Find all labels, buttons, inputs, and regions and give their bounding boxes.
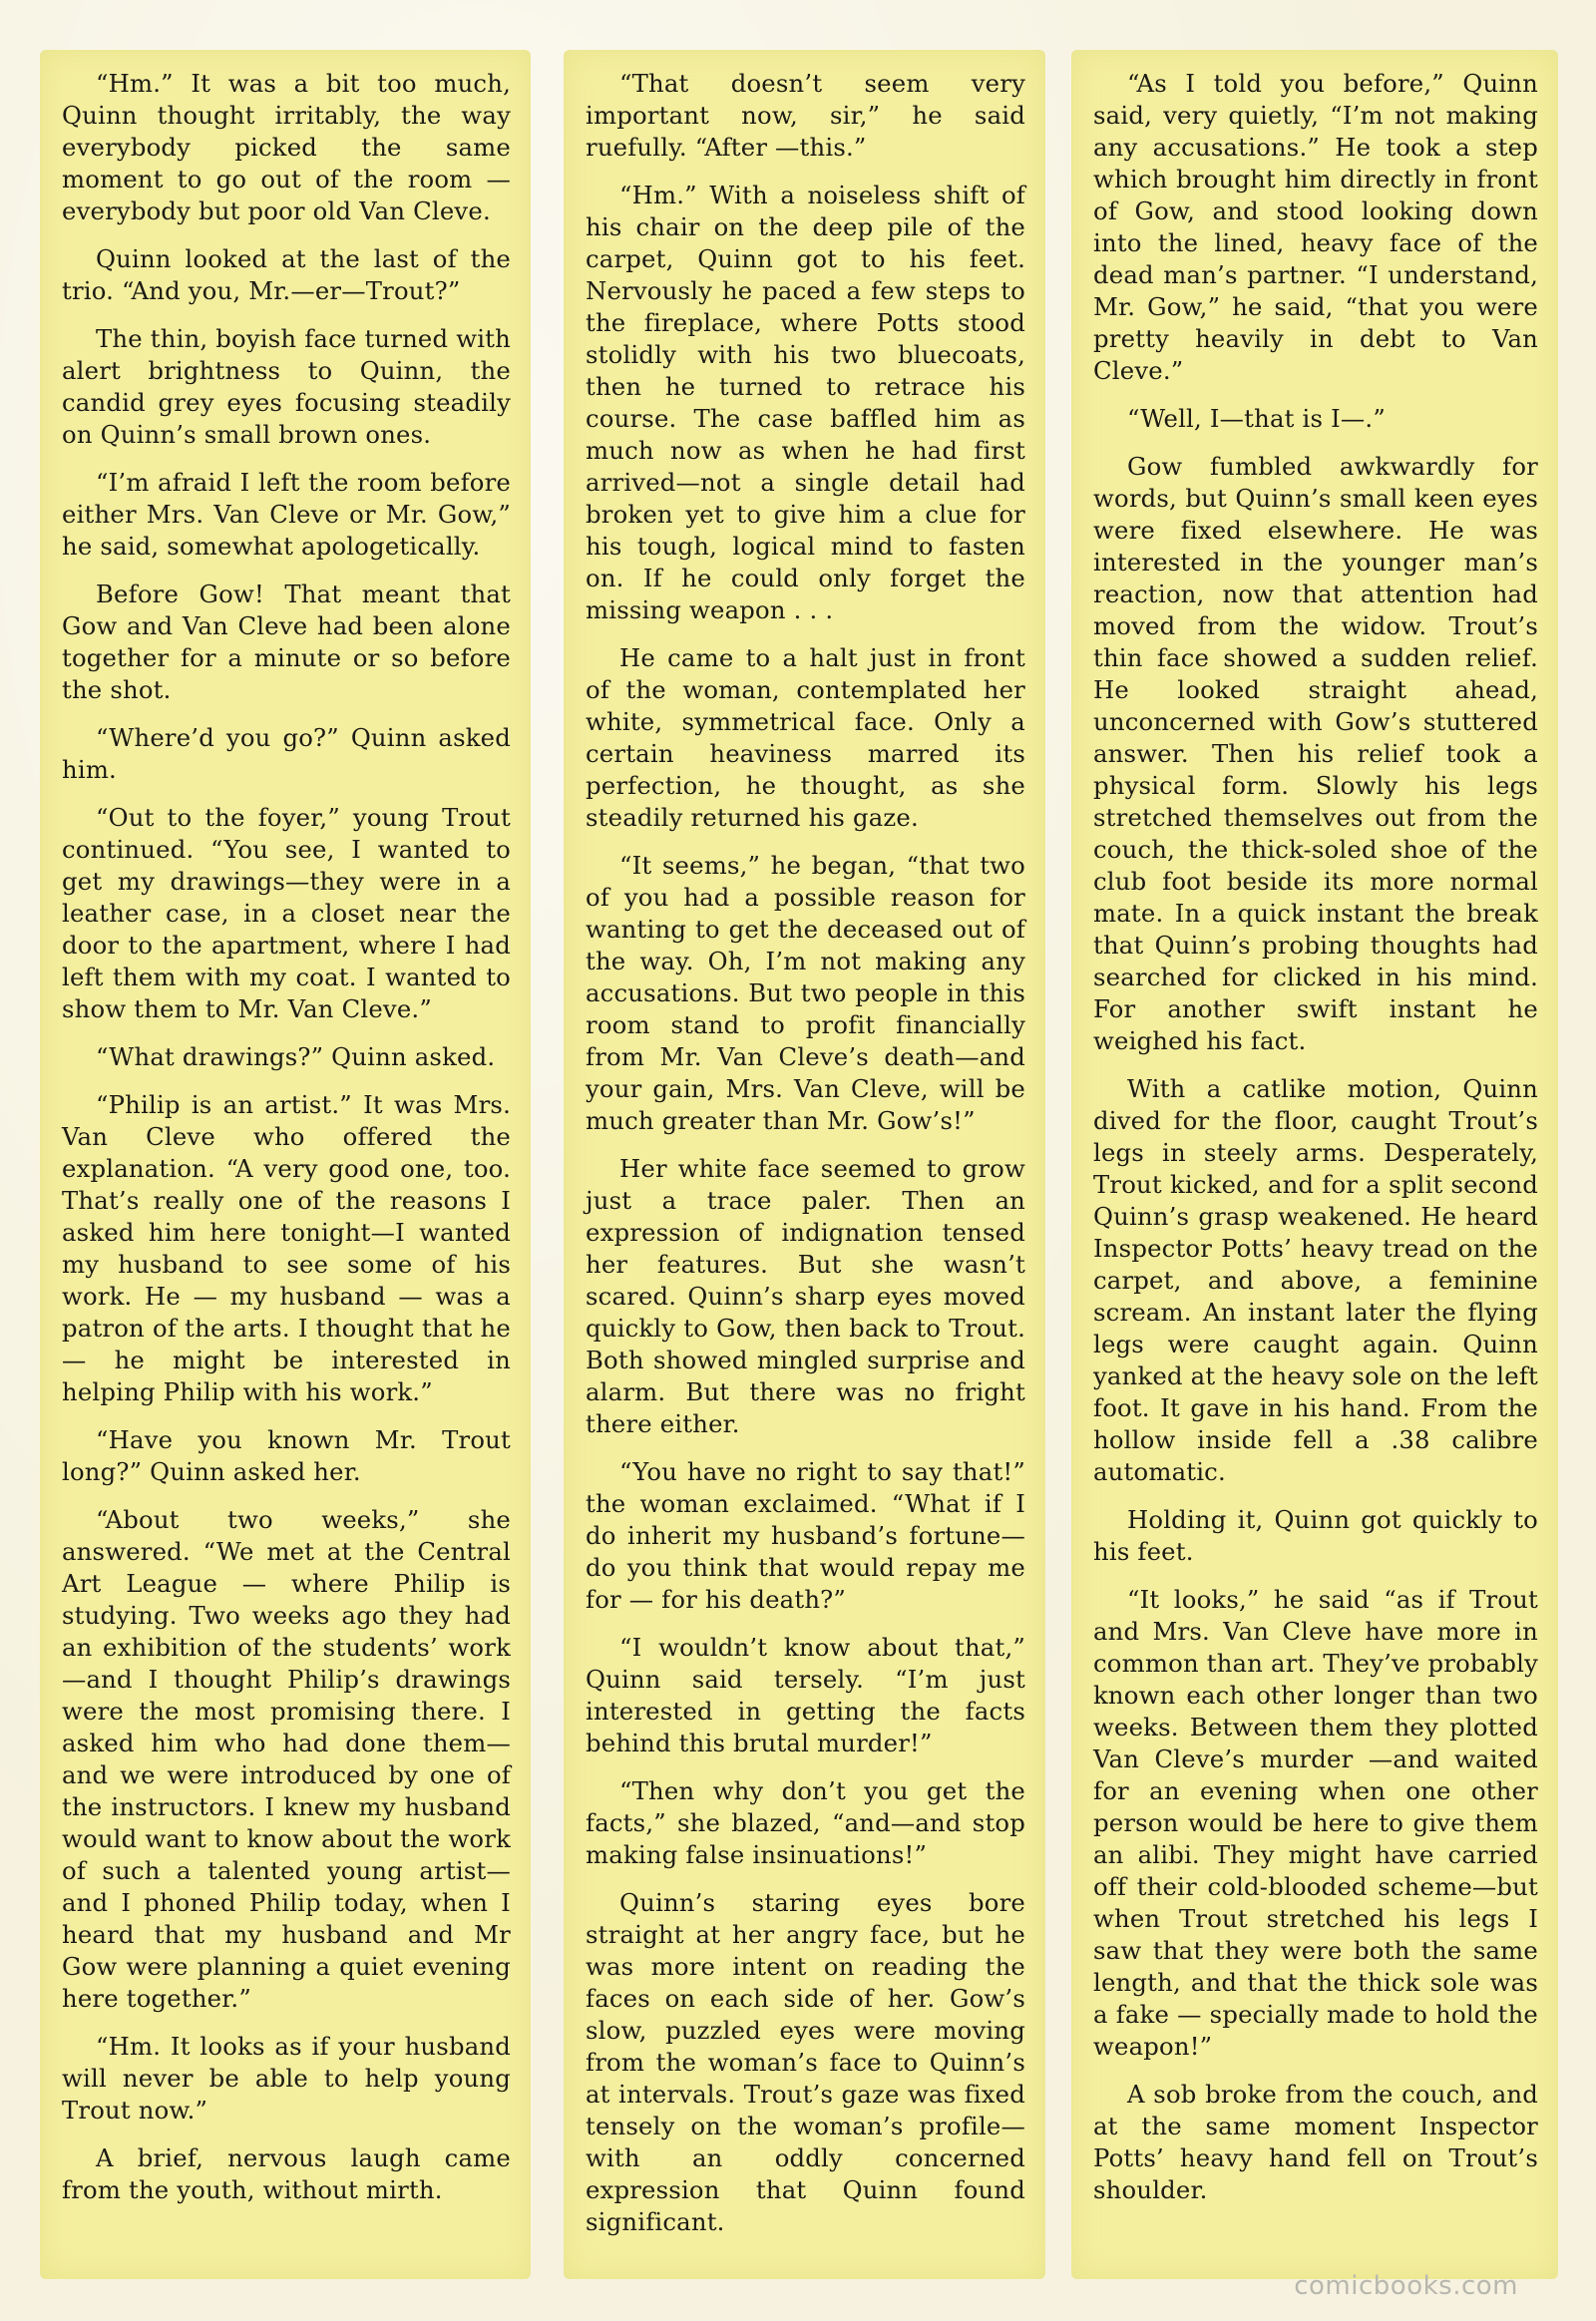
- story-paragraph: “Hm.” With a noiseless shift of his chair on the deep pile of the carpet, Quinn got to his feet. Nervously he paced a few steps to the fireplace, where Potts stood stolidly with his two bluecoats, then he turned to retrace his course. The case baffled him as much now as when he had first arrived—not a single detail had broken yet to give him a clue for his tough, logical mind to fasten on. If he could only forget the missing weapon . . .: [586, 181, 1025, 624]
- story-paragraph: Before Gow! That meant that Gow and Van Cleve had been alone together for a minute or so before the shot.: [62, 580, 511, 704]
- story-paragraph: “As I told you before,” Quinn said, very quietly, “I’m not making any accusations.” He took a step which brought him directly in front of Gow, and stood looking down into the lined, heavy face of the dead man’s partner. “I understand, Mr. Gow,” he said, “that you were pretty heavily in debt to Van Cleve.”: [1093, 69, 1538, 385]
- site-watermark: comicbooks.com: [1294, 2271, 1518, 2301]
- story-paragraph: Quinn’s staring eyes bore straight at her angry face, but he was more intent on reading the faces on each side of her. Gow’s slow, puzzled eyes were moving from the woman’s face to Quinn’s at intervals. Trout’s gaze was fixed tensely on the woman’s profile—with an oddly concerned expression that Quinn found significant.: [586, 1888, 1025, 2236]
- text-column-2: [564, 50, 1045, 2279]
- story-paragraph: “That doesn’t seem very important now, sir,” he said ruefully. “After —this.”: [586, 69, 1025, 162]
- story-paragraph: “Out to the foyer,” young Trout continued. “You see, I wanted to get my drawings—they were in a leather case, in a closet near the door to the apartment, where I had left them with my coat. I wanted to show them to Mr. Van Cleve.”: [62, 803, 511, 1023]
- story-paragraph: “It looks,” he said “as if Trout and Mrs. Van Cleve have more in common than art. They’ve probably known each other longer than two weeks. Between them they plotted Van Cleve’s murder —and waited for an evening when one other person would be here to give them an alibi. They might have carried off their cold-blooded scheme—but when Trout stretched his legs I saw that they were both the same length, and that the thick sole was a fake — specially made to hold the weapon!”: [1093, 1585, 1538, 2061]
- story-paragraph: “Hm.” It was a bit too much, Quinn thought irritably, the way everybody picked the same moment to go out of the room — everybody but poor old Van Cleve.: [62, 69, 511, 225]
- story-paragraph: The thin, boyish face turned with alert brightness to Quinn, the candid grey eyes focusing steadily on Quinn’s small brown ones.: [62, 324, 511, 449]
- story-paragraph: Gow fumbled awkwardly for words, but Quinn’s small keen eyes were fixed elsewhere. He was interested in the younger man’s reaction, now that attention had moved from the widow. Trout’s thin face showed a sudden relief. He looked straight ahead, unconcerned with Gow’s stuttered answer. Then his relief took a physical form. Slowly his legs stretched themselves out from the couch, the thick-soled shoe of the club foot beside its more normal mate. In a quick instant the break that Quinn’s probing thoughts had searched for clicked in his mind. For another swift instant he weighed his fact.: [1093, 452, 1538, 1055]
- text-column-3: [1071, 50, 1558, 2279]
- story-paragraph: “Hm. It looks as if your husband will never be able to help young Trout now.”: [62, 2032, 511, 2125]
- story-paragraph: Her white face seemed to grow just a trace paler. Then an expression of indignation tensed her features. But she wasn’t scared. Quinn’s sharp eyes moved quickly to Gow, then back to Trout. Both showed mingled surprise and alarm. But there was no fright there either.: [586, 1154, 1025, 1438]
- story-paragraph: “Where’d you go?” Quinn asked him.: [62, 723, 511, 784]
- story-paragraph: “Then why don’t you get the facts,” she blazed, “and—and stop making false insinuations!”: [586, 1776, 1025, 1869]
- story-paragraph: With a catlike motion, Quinn dived for the floor, caught Trout’s legs in steely arms. Desperately, Trout kicked, and for a split second Quinn’s grasp weakened. He heard Inspector Potts’ heavy tread on the carpet, and above, a feminine scream. An instant later the flying legs were caught again. Quinn yanked at the heavy sole on the left foot. It gave in his hand. From the hollow inside fell a .38 calibre automatic.: [1093, 1074, 1539, 1486]
- story-paragraph: “About two weeks,” she answered. “We met at the Central Art League — where Philip is studying. Two weeks ago they had an exhibition of the students’ work—and I thought Philip’s drawings were the most promising there. I asked him who had done them—and we were introduced by one of the instructors. I knew my husband would want to know about the work of such a talented young artist—and I phoned Philip today, when I heard that my husband and Mr Gow were planning a quiet evening here together.”: [62, 1505, 511, 2013]
- story-paragraph: Quinn looked at the last of the trio. “And you, Mr.—er—Trout?”: [62, 244, 511, 305]
- story-paragraph: Holding it, Quinn got quickly to his feet.: [1093, 1505, 1538, 1566]
- story-paragraph: “I’m afraid I left the room before either Mrs. Van Cleve or Mr. Gow,” he said, somewhat apologetically.: [62, 468, 511, 561]
- story-paragraph: He came to a halt just in front of the woman, contemplated her white, symmetrical face. Only a certain heaviness marred its perfection, he thought, as she steadily returned his gaze.: [586, 643, 1025, 832]
- story-paragraph: “I wouldn’t know about that,” Quinn said tersely. “I’m just interested in getting the facts behind this brutal murder!”: [586, 1633, 1025, 1757]
- text-column-1: [40, 50, 531, 2279]
- story-paragraph: “You have no right to say that!” the woman exclaimed. “What if I do inherit my husband’s fortune—do you think that would repay me for — for his death?”: [586, 1457, 1025, 1614]
- story-paragraph: “What drawings?” Quinn asked.: [96, 1042, 496, 1071]
- story-paragraph: “Well, I—that is I—.”: [1127, 404, 1386, 433]
- story-paragraph: “Have you known Mr. Trout long?” Quinn asked her.: [62, 1425, 511, 1486]
- story-paragraph: “It seems,” he began, “that two of you had a possible reason for wanting to get the deceased out of the way. Oh, I’m not making any accusations. But two people in this room stand to profit financially from Mr. Van Cleve’s death—and your gain, Mrs. Van Cleve, will be much greater than Mr. Gow’s!”: [586, 851, 1025, 1135]
- story-paragraph: A sob broke from the couch, and at the same moment Inspector Potts’ heavy hand fell on Trout’s shoulder.: [1093, 2080, 1538, 2204]
- story-paragraph: “Philip is an artist.” It was Mrs. Van Cleve who offered the explanation. “A very good one, too. That’s really one of the reasons I asked him here tonight—I wanted my husband to see some of his work. He — my husband — was a patron of the arts. I thought that he — he might be interested in helping Philip with his work.”: [62, 1090, 511, 1406]
- story-paragraph: A brief, nervous laugh came from the youth, without mirth.: [62, 2143, 511, 2204]
